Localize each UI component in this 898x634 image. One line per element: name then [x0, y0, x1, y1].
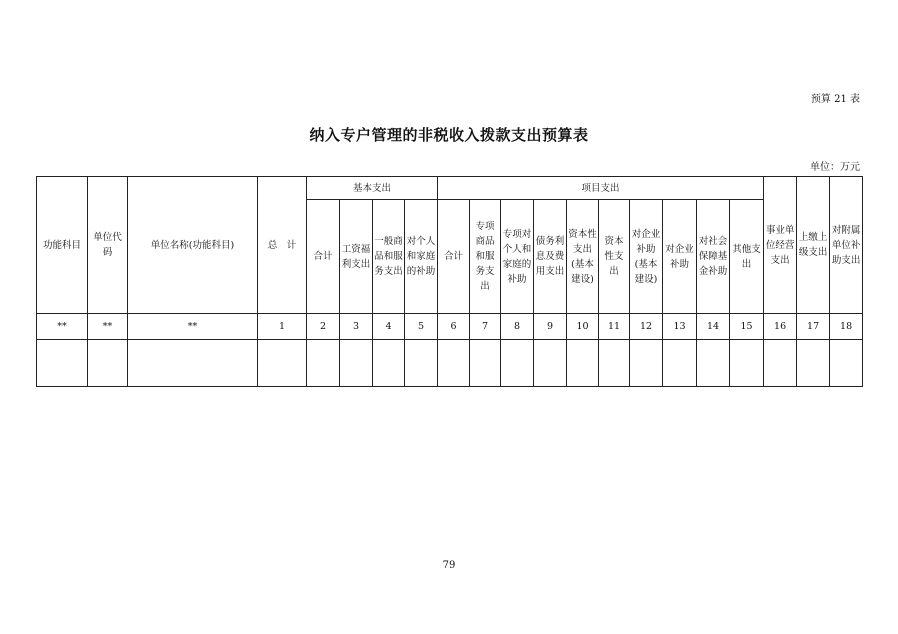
data-cell: [501, 340, 534, 387]
index-cell: 8: [501, 314, 534, 340]
header-project-col: 对企业补助(基本建设): [630, 200, 663, 314]
index-cell: **: [128, 314, 258, 340]
index-cell: **: [37, 314, 88, 340]
header-project-col: 对企业补助: [663, 200, 697, 314]
header-project-col: 对社会保障基金补助: [697, 200, 730, 314]
page-title: 纳入专户管理的非税收入拨款支出预算表: [309, 126, 589, 144]
data-cell: [373, 340, 405, 387]
data-cell: [258, 340, 307, 387]
header-business: 事业单位经营支出: [764, 177, 797, 314]
header-basic-col: 合计: [307, 200, 340, 314]
data-cell: [88, 340, 128, 387]
index-cell: 2: [307, 314, 340, 340]
page-number: 79: [442, 560, 456, 571]
data-cell: [797, 340, 830, 387]
data-cell: [663, 340, 697, 387]
index-cell: 18: [830, 314, 863, 340]
index-cell: 16: [764, 314, 797, 340]
data-cell: [128, 340, 258, 387]
header-basic-group: 基本支出: [307, 177, 438, 200]
header-project-col: 合计: [438, 200, 470, 314]
header-project-col: 债务利息及费用支出: [534, 200, 567, 314]
data-cell: [630, 340, 663, 387]
data-cell: [405, 340, 438, 387]
data-cell: [697, 340, 730, 387]
index-cell: 4: [373, 314, 405, 340]
data-cell: [534, 340, 567, 387]
budget-table: [36, 176, 863, 387]
data-cell: [830, 340, 863, 387]
data-cell: [764, 340, 797, 387]
header-project-group: 项目支出: [438, 177, 764, 200]
header-basic-col: 对个人和家庭的补助: [405, 200, 438, 314]
index-row: [37, 314, 863, 340]
data-cell: [599, 340, 630, 387]
form-number: 预算 21 表: [810, 94, 860, 105]
header-project-col: 专项对个人和家庭的补助: [501, 200, 534, 314]
header-unit-code: 单位代码: [88, 177, 128, 314]
data-cell: [37, 340, 88, 387]
header-project-col: 资本性支出: [599, 200, 630, 314]
data-cell: [470, 340, 501, 387]
header-project-col: 资本性支出(基本建设): [567, 200, 599, 314]
index-cell: 6: [438, 314, 470, 340]
header-project-col: 专项商品和服务支出: [470, 200, 501, 314]
index-cell: 13: [663, 314, 697, 340]
header-basic-col: 工资福利支出: [340, 200, 373, 314]
index-cell: 14: [697, 314, 730, 340]
data-cell: [438, 340, 470, 387]
index-cell: 5: [405, 314, 438, 340]
header-total: 总 计: [258, 177, 307, 314]
header-project-col: 其他支出: [730, 200, 764, 314]
header-subsidiary: 对附属单位补助支出: [830, 177, 863, 314]
index-cell: 17: [797, 314, 830, 340]
header-func-subject: 功能科目: [37, 177, 88, 314]
index-cell: 7: [470, 314, 501, 340]
data-cell: [340, 340, 373, 387]
index-cell: 3: [340, 314, 373, 340]
empty-data-row: [37, 340, 863, 387]
header-basic-col: 一般商品和服务支出: [373, 200, 405, 314]
index-cell: 9: [534, 314, 567, 340]
header-unit-name: 单位名称(功能科目): [128, 177, 258, 314]
unit-label: 单位：万元: [810, 162, 860, 173]
index-cell: 15: [730, 314, 764, 340]
index-cell: 11: [599, 314, 630, 340]
index-cell: 1: [258, 314, 307, 340]
data-cell: [307, 340, 340, 387]
data-cell: [730, 340, 764, 387]
header-superior: 上缴上级支出: [797, 177, 830, 314]
index-cell: **: [88, 314, 128, 340]
index-cell: 10: [567, 314, 599, 340]
data-cell: [567, 340, 599, 387]
index-cell: 12: [630, 314, 663, 340]
